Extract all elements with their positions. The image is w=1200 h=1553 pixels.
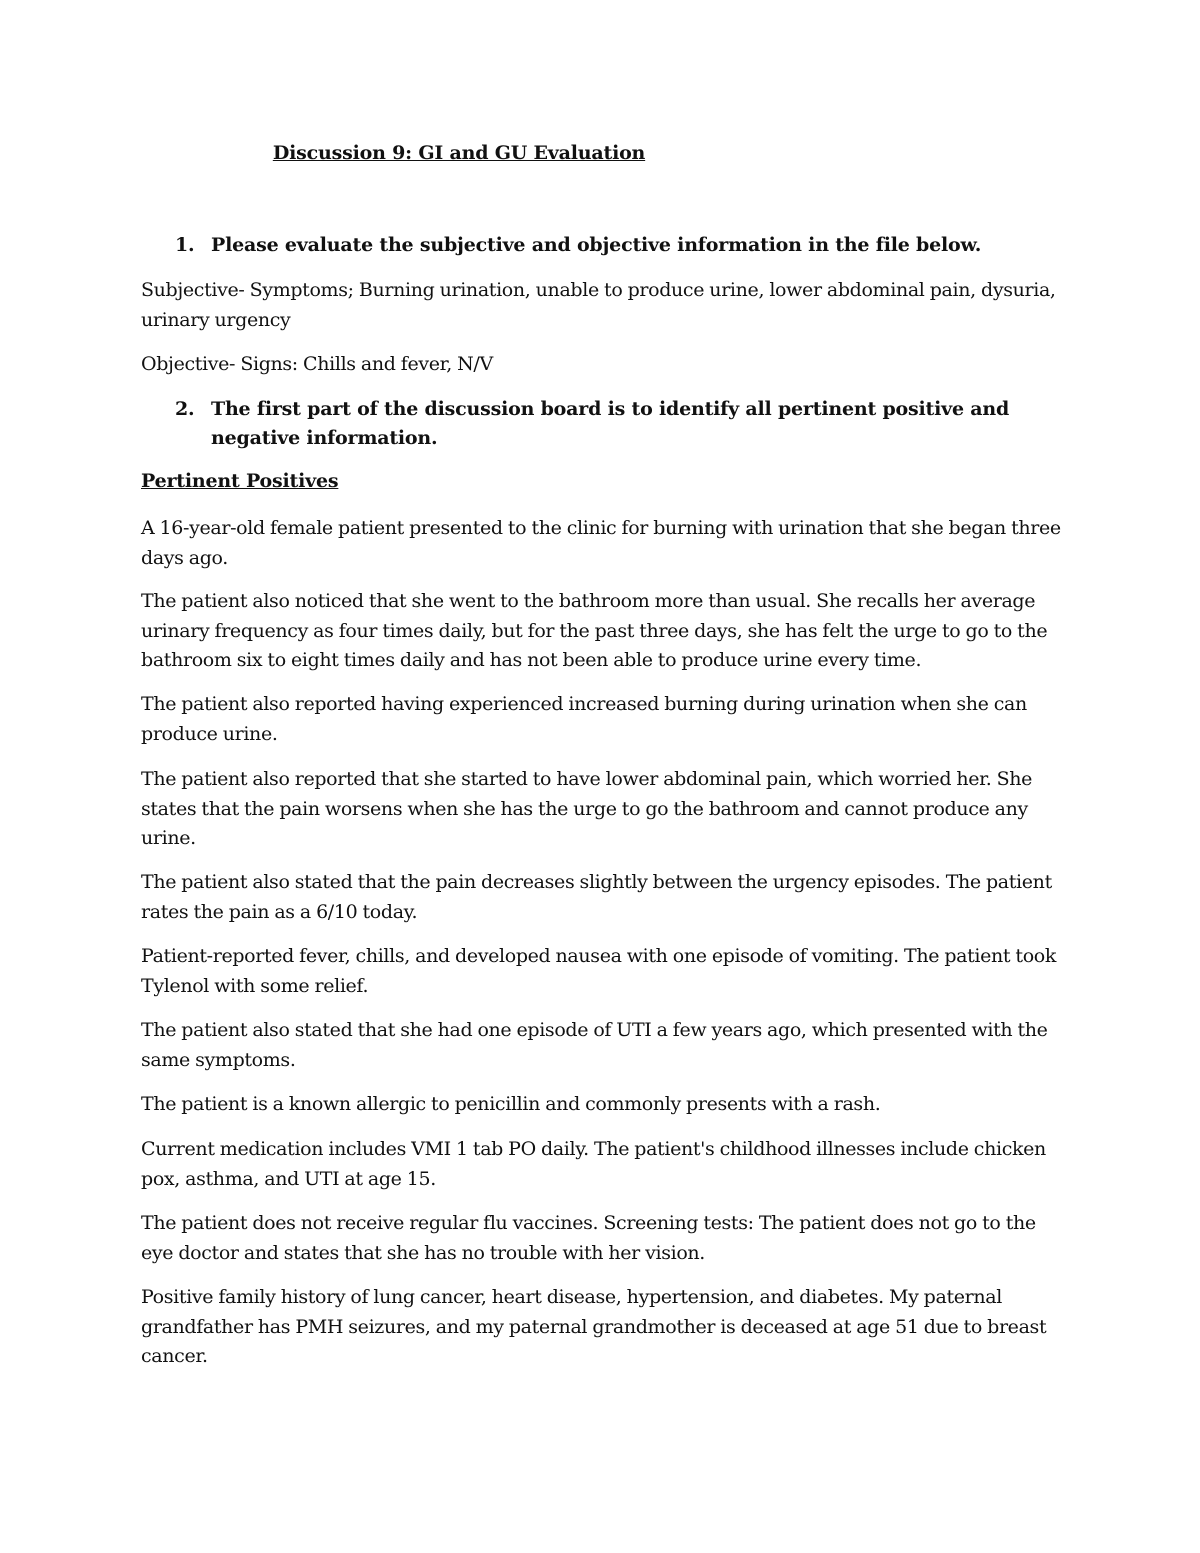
pertinent-positives-heading: Pertinent Positives [141, 470, 339, 492]
subjective-paragraph: Subjective- Symptoms; Burning urination, unable to produce urine, lower abdominal pain, dysuria, urinary urgency [141, 279, 1056, 331]
paragraph: The patient is a known allergic to penicillin and commonly presents with a rash. [141, 1093, 881, 1115]
paragraph: The patient also stated that the pain decreases slightly between the urgency episodes. The patient rates the pain as a 6/10 today. [141, 871, 1052, 923]
paragraph: The patient also reported having experienced increased burning during urination when she can produce urine. [141, 693, 1027, 745]
question-text: The first part of the discussion board is to identify all pertinent positive and negative information. [211, 398, 1010, 449]
paragraph: Positive family history of lung cancer, heart disease, hypertension, and diabetes. My paternal grandfather has PMH seizures, and my paternal grandmother is deceased at age 51 due to breast cancer. [141, 1286, 1047, 1367]
question-1 [141, 231, 1041, 260]
question-2 [141, 395, 1041, 453]
document-title: Discussion 9: GI and GU Evaluation [272, 142, 646, 164]
question-text: Please evaluate the subjective and objective information in the file below. [211, 234, 982, 256]
objective-paragraph: Objective- Signs: Chills and fever, N/V [141, 353, 493, 375]
paragraph: The patient also reported that she started to have lower abdominal pain, which worried her. She states that the pain worsens when she has the urge to go the bathroom and cannot produce any urine. [141, 768, 1033, 849]
paragraph: A 16-year-old female patient presented to the clinic for burning with urination that she began three days ago. [141, 517, 1061, 569]
question-number: 2. [175, 398, 195, 420]
question-number: 1. [175, 234, 195, 256]
paragraph: The patient does not receive regular flu vaccines. Screening tests: The patient does not go to the eye doctor and states that she has no trouble with her vision. [141, 1212, 1036, 1264]
paragraph: Current medication includes VMI 1 tab PO daily. The patient's childhood illnesses include chicken pox, asthma, and UTI at age 15. [141, 1138, 1046, 1190]
paragraph: The patient also stated that she had one episode of UTI a few years ago, which presented with the same symptoms. [141, 1019, 1048, 1071]
paragraph: The patient also noticed that she went to the bathroom more than usual. She recalls her average urinary frequency as four times daily, but for the past three days, she has felt the urge to go to the bathroom six to eight times daily and has not been able to produce urine every time. [141, 590, 1048, 671]
paragraph: Patient-reported fever, chills, and developed nausea with one episode of vomiting. The patient took Tylenol with some relief. [141, 945, 1057, 997]
